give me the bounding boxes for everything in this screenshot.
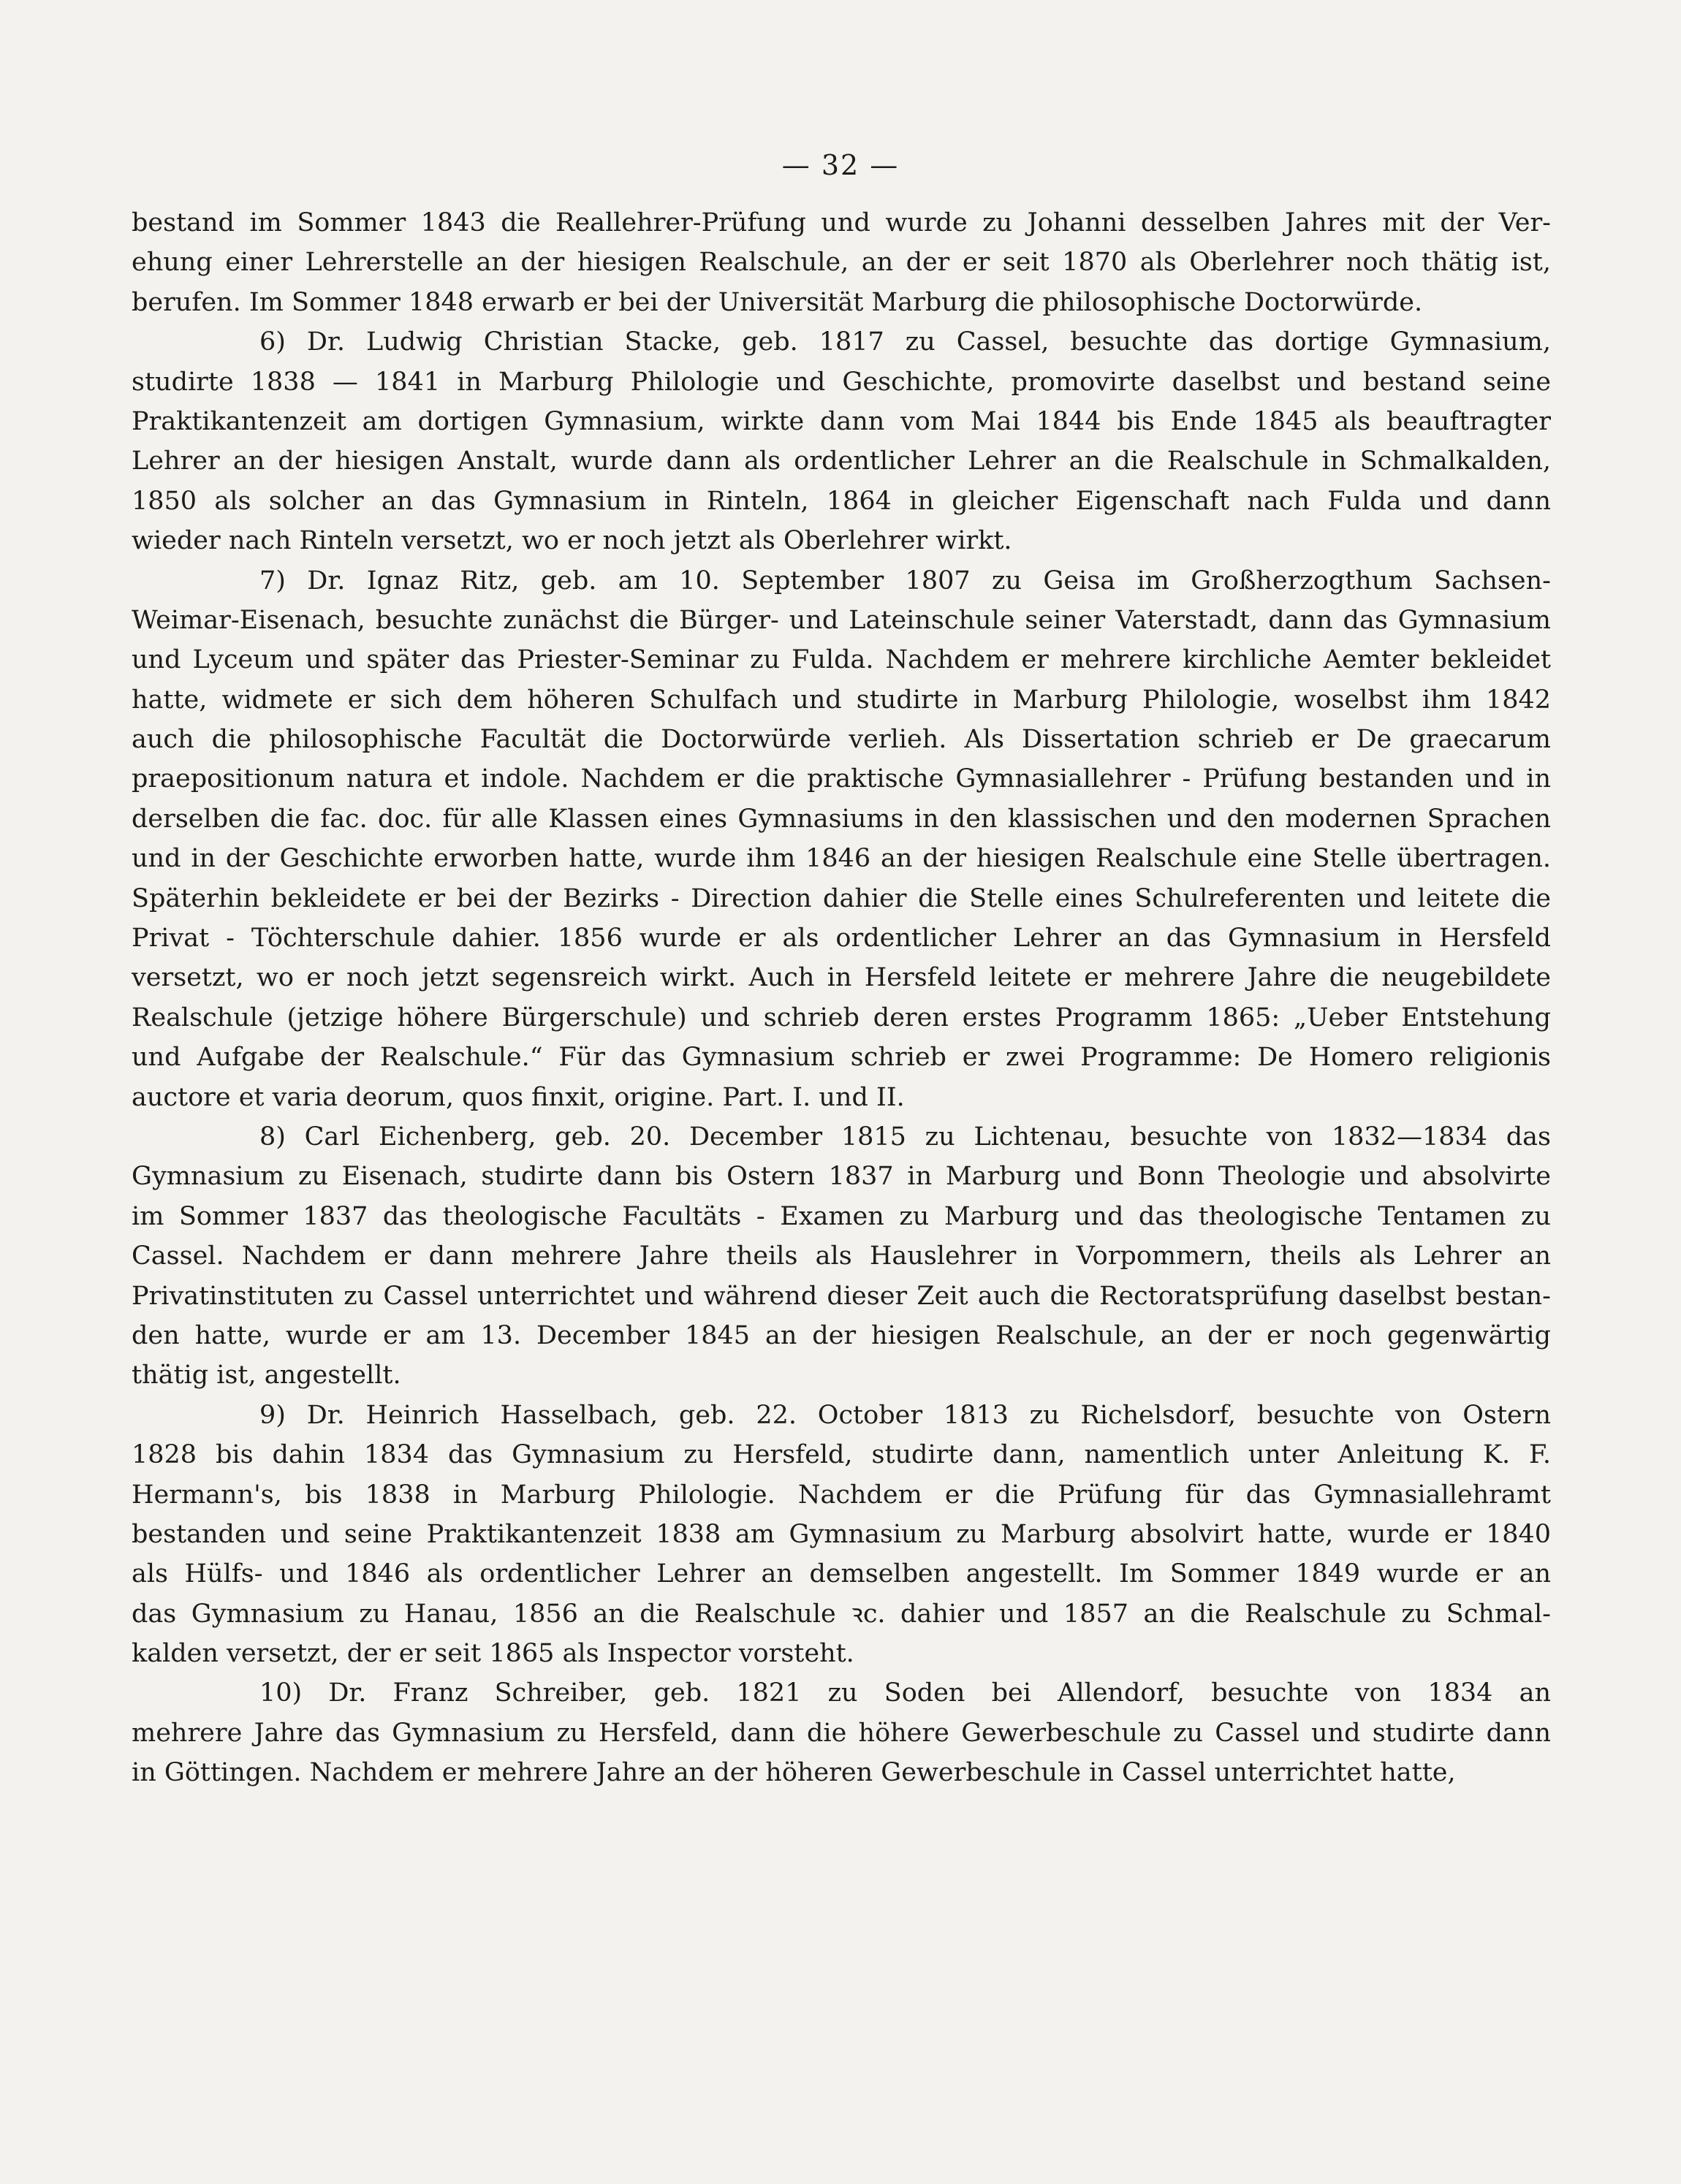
- text-line: 1850 als solcher an das Gymnasium in Rinteln, 1864 in gleicher Eigenschaft nach Fulda und dann: [132, 486, 1551, 516]
- text-line: 10) Dr. Franz Schreiber, geb. 1821 zu Soden bei Allendorf, besuchte von 1834 an: [259, 1678, 1551, 1708]
- text-line: derselben die fac. doc. für alle Klassen eines Gymnasiums in den klassischen und den modernen Sprachen: [132, 804, 1551, 834]
- paragraph-entry-7-ritz: [132, 561, 1551, 1117]
- text-line: Hermann's, bis 1838 in Marburg Philologie. Nachdem er die Prüfung für das Gymnasiallehramt: [132, 1480, 1551, 1510]
- text-line: Privatinstituten zu Cassel unterrichtet und während dieser Zeit auch die Rectoratsprüfung daselbst bestan-: [132, 1281, 1551, 1311]
- text-line: Privat - Töchterschule dahier. 1856 wurde er als ordentlicher Lehrer an das Gymnasium in Hersfeld: [132, 924, 1551, 954]
- text-line: und Aufgabe der Realschule.“ Für das Gymnasium schrieb er zwei Programme: De Homero religionis: [132, 1043, 1551, 1073]
- text-line: im Sommer 1837 das theologische Facultäts - Examen zu Marburg und das theologische Tentamen zu: [132, 1201, 1551, 1231]
- text-line: auch die philosophische Facultät die Doctorwürde verlieh. Als Dissertation schrieb er De graecarum: [132, 725, 1551, 755]
- text-line: wieder nach Rinteln versetzt, wo er noch jetzt als Oberlehrer wirkt.: [132, 526, 1012, 556]
- paragraph-entry-8-eichenberg: [132, 1117, 1551, 1396]
- paragraph-entry-6-stacke: [132, 322, 1551, 560]
- text-line: Praktikantenzeit am dortigen Gymnasium, wirkte dann vom Mai 1844 bis Ende 1845 als beauftragter: [132, 406, 1551, 436]
- text-line: das Gymnasium zu Hanau, 1856 an die Realschule ꝛc. dahier und 1857 an die Realschule zu Schmal-: [132, 1599, 1551, 1629]
- text-line: praepositionum natura et indole. Nachdem er die praktische Gymnasiallehrer - Prüfung bestanden und in: [132, 764, 1551, 794]
- text-line: den hatte, wurde er am 13. December 1845 an der hiesigen Realschule, an der er noch gegenwärtig: [132, 1320, 1551, 1350]
- text-line: 6) Dr. Ludwig Christian Stacke, geb. 1817 zu Cassel, besuchte das dortige Gymnasium,: [259, 327, 1551, 357]
- text-line: ehung einer Lehrerstelle an der hiesigen Realschule, an der er seit 1870 als Oberlehrer noch thätig ist,: [132, 248, 1551, 278]
- text-line: auctore et varia deorum, quos finxit, origine. Part. I. und II.: [132, 1082, 905, 1112]
- text-line: 1828 bis dahin 1834 das Gymnasium zu Hersfeld, studirte dann, namentlich unter Anleitung K. F.: [132, 1440, 1551, 1470]
- text-line: als Hülfs- und 1846 als ordentlicher Lehrer an demselben angestellt. Im Sommer 1849 wurde er an: [132, 1559, 1551, 1589]
- text-line: mehrere Jahre das Gymnasium zu Hersfeld, dann die höhere Gewerbeschule zu Cassel und studirte dann: [132, 1718, 1551, 1748]
- text-line: 7) Dr. Ignaz Ritz, geb. am 10. September 1807 zu Geisa im Großherzogthum Sachsen-: [259, 566, 1551, 596]
- page-number: — 32 —: [781, 149, 900, 181]
- text-line: Realschule (jetzige höhere Bürgerschule) und schrieb deren erstes Programm 1865: „Ueber Entstehung: [132, 1002, 1551, 1032]
- text-line: Weimar-Eisenach, besuchte zunächst die Bürger- und Lateinschule seiner Vaterstadt, dann das Gymnasium: [132, 605, 1551, 635]
- text-line: studirte 1838 — 1841 in Marburg Philologie und Geschichte, promovirte daselbst und bestand seine: [132, 367, 1551, 397]
- text-line: versetzt, wo er noch jetzt segensreich wirkt. Auch in Hersfeld leitete er mehrere Jahre die neugebildete: [132, 963, 1551, 993]
- paragraph-entry-10-schreiber: [132, 1673, 1551, 1792]
- text-line: berufen. Im Sommer 1848 erwarb er bei der Universität Marburg die philosophische Doctorwürde.: [132, 287, 1423, 317]
- text-line: in Göttingen. Nachdem er mehrere Jahre an der höheren Gewerbeschule in Cassel unterrichtet hatte,: [132, 1758, 1456, 1788]
- text-line: Cassel. Nachdem er dann mehrere Jahre theils als Hauslehrer in Vorpommern, theils als Lehrer an: [132, 1241, 1551, 1271]
- text-line: 9) Dr. Heinrich Hasselbach, geb. 22. October 1813 zu Richelsdorf, besuchte von Ostern: [259, 1400, 1551, 1430]
- text-line: bestand im Sommer 1843 die Reallehrer-Prüfung und wurde zu Johanni desselben Jahres mit der Ver-: [132, 208, 1551, 237]
- paragraph-continuation: [132, 203, 1551, 322]
- text-line: Späterhin bekleidete er bei der Bezirks - Direction dahier die Stelle eines Schulreferenten und leitete die: [132, 883, 1551, 913]
- text-line: 8) Carl Eichenberg, geb. 20. December 1815 zu Lichtenau, besuchte von 1832—1834 das: [259, 1122, 1551, 1152]
- text-line: kalden versetzt, der er seit 1865 als Inspector vorsteht.: [132, 1639, 854, 1669]
- paragraph-entry-9-hasselbach: [132, 1396, 1551, 1674]
- text-line: bestanden und seine Praktikantenzeit 1838 am Gymnasium zu Marburg absolvirt hatte, wurde er 1840: [132, 1519, 1551, 1549]
- text-line: Lehrer an der hiesigen Anstalt, wurde dann als ordentlicher Lehrer an die Realschule in Schmalkalden,: [132, 446, 1551, 476]
- text-line: und in der Geschichte erworben hatte, wurde ihm 1846 an der hiesigen Realschule eine Stelle übertragen.: [132, 844, 1551, 874]
- text-line: und Lyceum und später das Priester-Seminar zu Fulda. Nachdem er mehrere kirchliche Aemter bekleidet: [132, 645, 1551, 675]
- body-text: [132, 203, 1551, 1793]
- text-line: thätig ist, angestellt.: [132, 1361, 401, 1390]
- text-line: Gymnasium zu Eisenach, studirte dann bis Ostern 1837 in Marburg und Bonn Theologie und absolvirte: [132, 1162, 1551, 1192]
- text-line: hatte, widmete er sich dem höheren Schulfach und studirte in Marburg Philologie, woselbst ihm 1842: [132, 685, 1551, 715]
